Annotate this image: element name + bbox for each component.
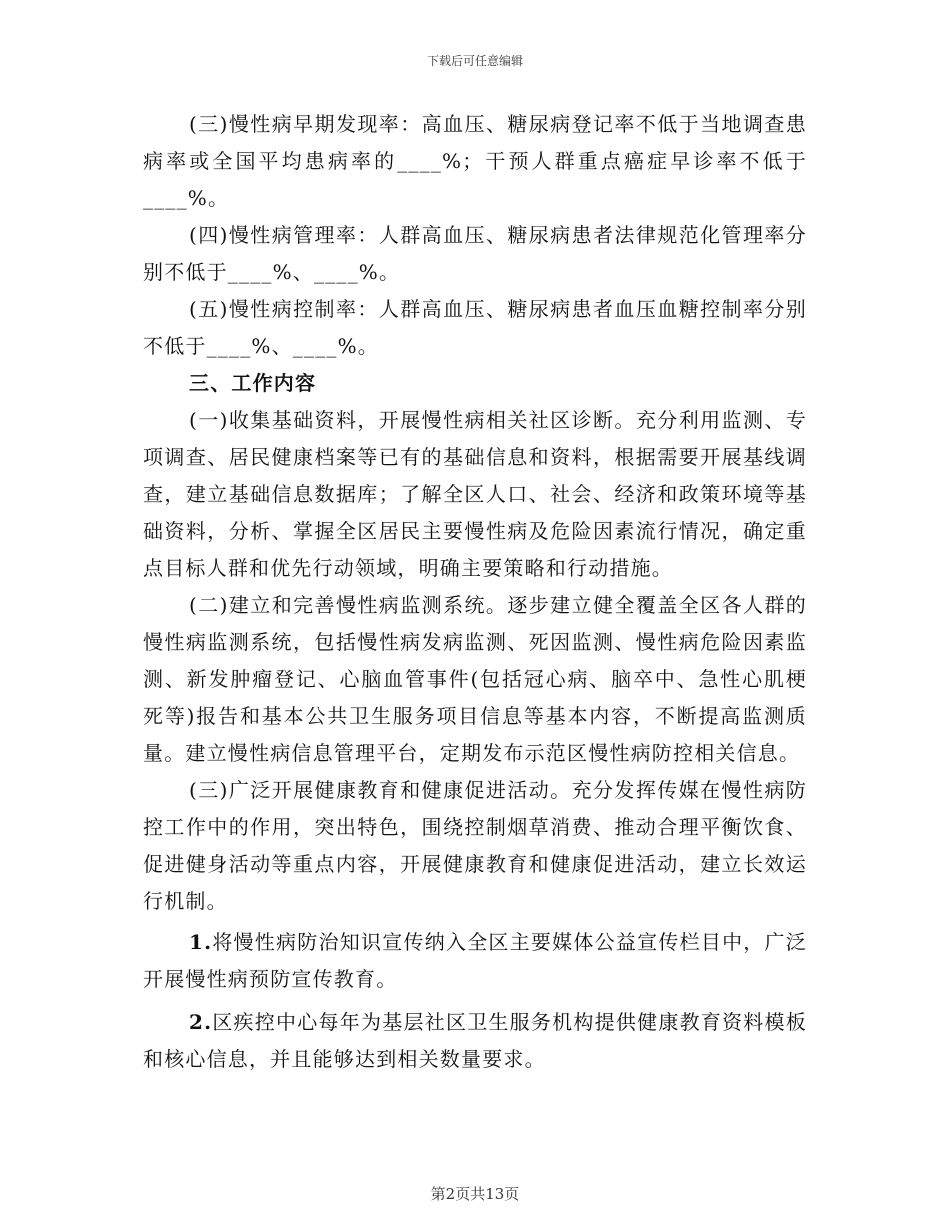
paragraph-control-rate: (五)慢性病控制率：人群高血压、糖尿病患者血压血糖控制率分别不低于____%、____%。 xyxy=(143,297,807,358)
section-heading-work-content: 三、工作内容 xyxy=(189,371,317,395)
list-item-1 xyxy=(143,924,807,998)
list-item-number: 2. xyxy=(189,1010,213,1034)
page-header: 下载后可任意编辑 xyxy=(426,54,523,68)
paragraph-management-rate: (四)慢性病管理率：人群高血压、糖尿病患者法律规范化管理率分别不低于____%、____%。 xyxy=(143,223,807,284)
list-item-text: 将慢性病防治知识宣传纳入全区主要媒体公益宣传栏目中，广泛开展慢性病预防宣传教育。 xyxy=(143,930,807,991)
paragraph-health-education: (三)广泛开展健康教育和健康促进活动。充分发挥传媒在慢性病防控工作中的作用，突出特色，围绕控制烟草消费、推动合理平衡饮食、促进健身活动等重点内容，开展健康教育和健康促进活动，建立长效运行机制。 xyxy=(143,778,807,913)
list-item-text: 区疾控中心每年为基层社区卫生服务机构提供健康教育资料模板和核心信息，并且能够达到相关数量要求。 xyxy=(143,1010,807,1071)
paragraph-collect-basic-data: (一)收集基础资料，开展慢性病相关社区诊断。充分利用监测、专项调查、居民健康档案等已有的基础信息和资料，根据需要开展基线调查，建立基础信息数据库；了解全区人口、社会、经济和政策环境等基础资料，分析、掌握全区居民主要慢性病及危险因素流行情况，确定重点目标人群和优先行动领域，明确主要策略和行动措施。 xyxy=(143,408,807,580)
paragraph-monitoring-system: (二)建立和完善慢性病监测系统。逐步建立健全覆盖全区各人群的慢性病监测系统，包括慢性病发病监测、死因监测、慢性病危险因素监测、新发肿瘤登记、心脑血管事件(包括冠心病、脑卒中、急性心肌梗死等)报告和基本公共卫生服务项目信息等基本内容，不断提高监测质量。建立慢性病信息管理平台，定期发布示范区慢性病防控相关信息。 xyxy=(143,593,807,765)
list-item-2 xyxy=(143,1004,807,1078)
document-body xyxy=(143,106,807,1078)
page-footer: 第2页共13页 xyxy=(430,1185,520,1203)
list-item-number: 1. xyxy=(189,930,213,954)
paragraph-early-detection-rate: (三)慢性病早期发现率：高血压、糖尿病登记率不低于当地调查患病率或全国平均患病率的____%；干预人群重点癌症早诊率不低于____%。 xyxy=(143,112,807,210)
